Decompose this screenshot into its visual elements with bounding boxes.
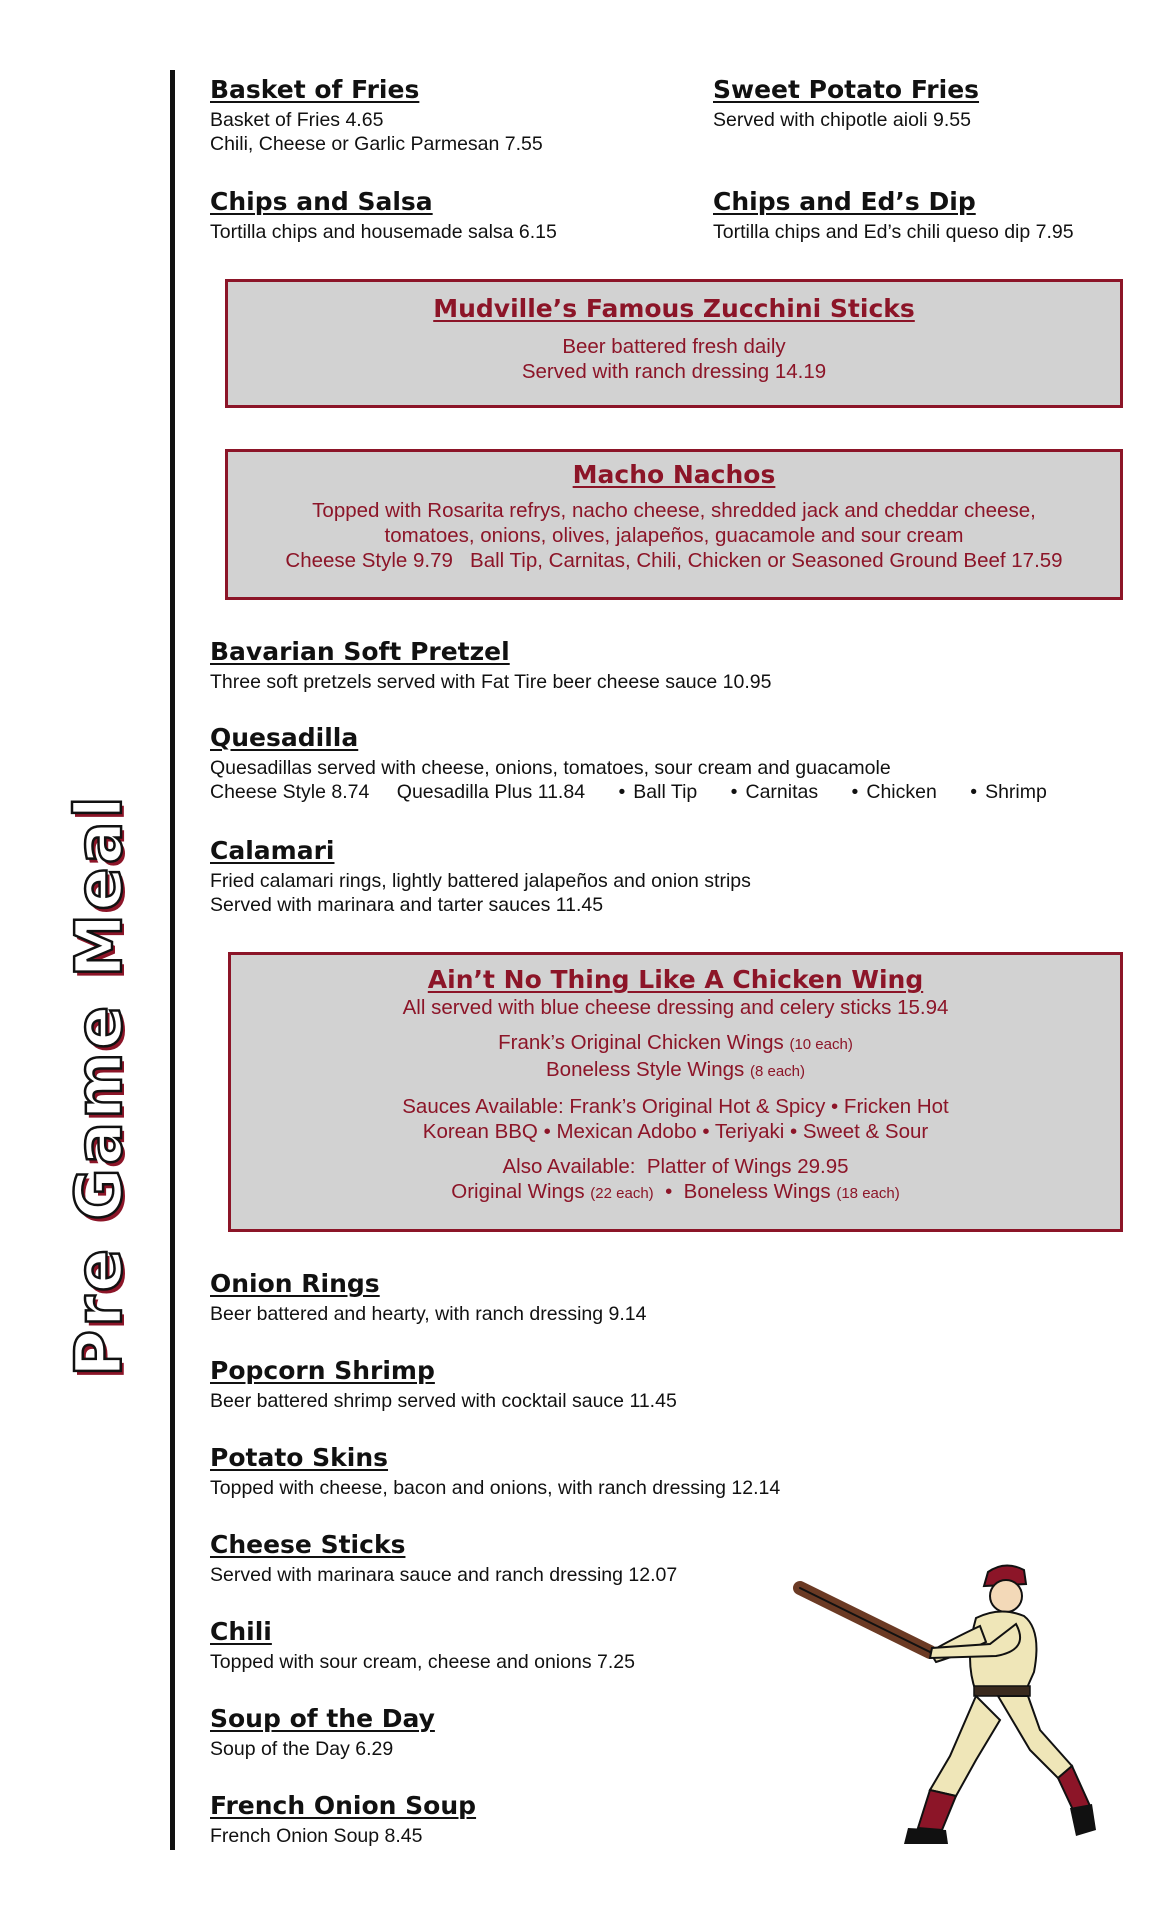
option-item: Shrimp: [985, 780, 1047, 803]
box-desc: All served with blue cheese dressing and celery sticks 15.94: [402, 996, 949, 1019]
item-desc: Topped with cheese, bacon and onions, with ranch dressing 12.14: [210, 1476, 781, 1499]
item-title: Basket of Fries: [210, 75, 420, 104]
wings-line-boneless: Boneless Style Wings (8 each): [546, 1058, 805, 1081]
side-title: Pre Game Meal: [63, 793, 137, 1377]
sauces-line: Sauces Available: Frank’s Original Hot & Spicy • Fricken Hot: [402, 1095, 949, 1118]
item-title: Sweet Potato Fries: [713, 75, 980, 104]
item-desc: Beer battered and hearty, with ranch dressing 9.14: [210, 1302, 647, 1325]
item-desc: Tortilla chips and Ed’s chili queso dip 7.95: [713, 220, 1074, 243]
item-desc: Chili, Cheese or Garlic Parmesan 7.55: [210, 132, 543, 155]
menu-item-onion-rings: [210, 1270, 646, 1326]
item-desc: Quesadillas served with cheese, onions, tomatoes, sour cream and guacamole: [210, 756, 891, 779]
item-title: Soup of the Day: [210, 1704, 435, 1733]
option-item: Chicken: [866, 780, 937, 803]
box-desc: Beer battered fresh daily: [562, 335, 786, 358]
menu-item-bavarian-soft-pretzel: [210, 638, 771, 694]
item-title: Chips and Ed’s Dip: [713, 187, 976, 216]
quesadilla-plus-price: Quesadilla Plus 11.84: [396, 780, 586, 803]
menu-item-chips-and-eds-dip: [713, 188, 1074, 244]
option-item: Carnitas: [745, 780, 819, 803]
menu-item-potato-skins: [210, 1444, 780, 1500]
item-desc: Served with marinara sauce and ranch dressing 12.07: [210, 1563, 678, 1586]
menu-item-calamari: [210, 837, 751, 917]
menu-item-quesadilla: [210, 724, 1130, 804]
box-desc: tomatoes, onions, olives, jalapeños, guacamole and sour cream: [384, 524, 964, 547]
bullet-icon: •: [665, 1180, 673, 1203]
wings-line-franks: Frank’s Original Chicken Wings (10 each): [498, 1031, 853, 1054]
bullet-icon: •: [730, 780, 738, 803]
menu-item-soup-of-the-day: [210, 1705, 435, 1761]
bullet-icon: •: [851, 780, 859, 803]
box-title: Macho Nachos: [572, 460, 776, 489]
item-desc: Basket of Fries 4.65: [210, 108, 384, 131]
bullet-icon: •: [970, 780, 978, 803]
baseball-player-illustration: [780, 1560, 1100, 1860]
item-desc: Tortilla chips and housemade salsa 6.15: [210, 220, 557, 243]
item-desc: Beer battered shrimp served with cocktail sauce 11.45: [210, 1389, 677, 1412]
item-desc: Topped with sour cream, cheese and onions 7.25: [210, 1650, 635, 1673]
menu-item-french-onion-soup: [210, 1792, 476, 1848]
item-desc: Served with marinara and tarter sauces 11.45: [210, 893, 604, 916]
featured-box-zucchini: [225, 279, 1123, 408]
item-desc: Fried calamari rings, lightly battered jalapeños and onion strips: [210, 869, 751, 892]
sauces-line: Korean BBQ • Mexican Adobo • Teriyaki • Sweet & Sour: [422, 1120, 929, 1143]
menu-item-chips-and-salsa: [210, 188, 557, 244]
featured-box-nachos: [225, 449, 1123, 600]
box-title: Mudville’s Famous Zucchini Sticks: [433, 294, 915, 323]
item-title: Onion Rings: [210, 1269, 380, 1298]
item-desc: Served with chipotle aioli 9.55: [713, 108, 971, 131]
cheese-style-price: Cheese Style 8.74: [210, 780, 370, 803]
quesadilla-options: [210, 780, 1130, 804]
menu-item-basket-of-fries: [210, 76, 543, 156]
item-title: French Onion Soup: [210, 1791, 477, 1820]
item-desc: Soup of the Day 6.29: [210, 1737, 394, 1760]
item-title: Calamari: [210, 836, 335, 865]
item-title: Cheese Sticks: [210, 1530, 406, 1559]
item-title: Popcorn Shrimp: [210, 1356, 435, 1385]
box-desc: Cheese Style 9.79 Ball Tip, Carnitas, Chili, Chicken or Seasoned Ground Beef 17.59: [285, 549, 1063, 572]
box-desc: Served with ranch dressing 14.19: [521, 360, 827, 383]
platter-line: Also Available: Platter of Wings 29.95: [502, 1155, 849, 1178]
menu-item-chili: [210, 1618, 635, 1674]
menu-item-cheese-sticks: [210, 1531, 677, 1587]
box-title: Ain’t No Thing Like A Chicken Wing: [427, 965, 924, 994]
platter-options: Original Wings (22 each) • Boneless Wings (18 each): [451, 1180, 900, 1203]
bullet-icon: •: [618, 780, 626, 803]
item-desc: Three soft pretzels served with Fat Tire beer cheese sauce 10.95: [210, 670, 772, 693]
item-desc: French Onion Soup 8.45: [210, 1824, 423, 1847]
box-desc: Topped with Rosarita refrys, nacho cheese, shredded jack and cheddar cheese,: [312, 499, 1036, 522]
item-title: Bavarian Soft Pretzel: [210, 637, 510, 666]
item-title: Potato Skins: [210, 1443, 389, 1472]
item-title: Chili: [210, 1617, 272, 1646]
item-title: Quesadilla: [210, 723, 359, 752]
vertical-divider: [170, 70, 175, 1850]
menu-item-popcorn-shrimp: [210, 1357, 677, 1413]
featured-box-chicken-wings: [228, 952, 1123, 1232]
item-title: Chips and Salsa: [210, 187, 433, 216]
option-item: Ball Tip: [633, 780, 698, 803]
menu-item-sweet-potato-fries: [713, 76, 979, 132]
